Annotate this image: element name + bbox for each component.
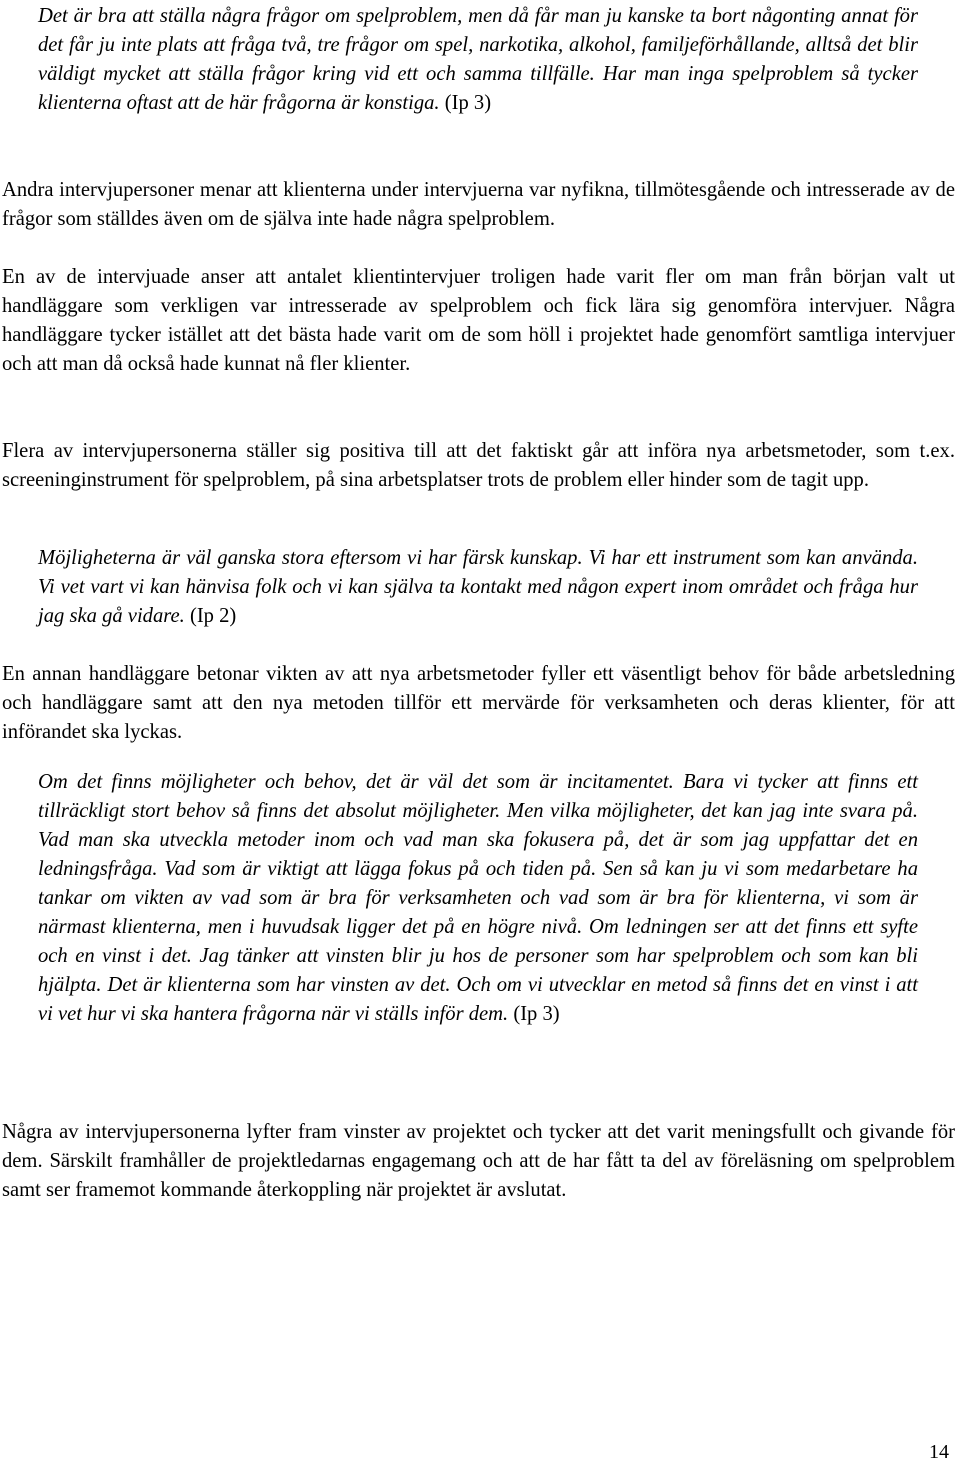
interviewee-reference: (Ip 3) <box>444 92 492 114</box>
body-paragraph: Andra intervjupersoner menar att klienterna under intervjuerna var nyfikna, tillmötesgående och intresserade av de frågor som ställdes även om de själva inte hade några spelproblem. <box>2 179 955 230</box>
quote-text: Om det finns möjligheter och behov, det är väl det som är incitamentet. Bara vi tycker att finns ett tillräckligt stort behov så finns det absolut möjligheter. Men vilka möjligheter, det kan jag inte svara på. Vad man ska utveckla metoder inom och vad man ska fokusera på, det är som jag uppfattar det en ledningsfråga. Vad som är viktigt att lägga fokus på och tiden på. Sen så kan ju vi som medarbetare ha tankar om vikten av vad som är bra för verksamheten och vad som är bra för klienterna, vi som är närmast klienterna, men i huvudsak ligger det på en högre nivå. Om ledningen ser att det finns ett syfte och en vinst i det. Jag tänker att vinsten blir ju hos de personer som har spelproblem och som kan bli hjälpta. Det är klienterna som har vinsten av det. Och om vi utvecklar en metod så finns det en vinst i att vi vet hur vi ska hantera frågorna när vi ställs inför dem. <box>38 771 918 1025</box>
quote-text: Möjligheterna är väl ganska stora eftersom vi har färsk kunskap. Vi har ett instrument som kan använda. Vi vet vart vi kan hänvisa folk och vi kan själva ta kontakt med någon expert inom området och fråga hur jag ska gå vidare. <box>38 547 918 627</box>
interview-quote-2 <box>38 544 918 631</box>
page-number: 14 <box>929 1441 949 1463</box>
quote-text: Det är bra att ställa några frågor om spelproblem, men då får man ju kanske ta bort någonting annat för det får ju inte plats att fråga två, tre frågor om spel, narkotika, alkohol, familjeförhållande, alltså det blir väldigt mycket att ställa frågor kring vid ett och samma tillfälle. Har man inga spelproblem så tycker klienterna oftast att de här frågorna är konstiga. <box>38 5 918 114</box>
body-paragraph: Några av intervjupersonerna lyfter fram vinster av projektet och tycker att det varit meningsfullt och givande för dem. Särskilt framhåller de projektledarnas engagemang och att de har fått ta del av föreläsning om spelproblem samt ser framemot kommande återkoppling när projektet är avslutat. <box>2 1121 955 1201</box>
body-paragraph: En av de intervjuade anser att antalet klientintervjuer troligen hade varit fler om man från början valt ut handläggare som verkligen var intresserade av spelproblem och fick lära sig genomföra intervjuer. Några handläggare tycker istället att det bästa hade varit om de som höll i projektet hade genomfört samtliga intervjuer och att man då också hade kunnat nå fler klienter. <box>2 266 955 375</box>
body-paragraph: Flera av intervjupersonerna ställer sig positiva till att det faktiskt går att införa nya arbetsmetoder, som t.ex. screeninginstrument för spelproblem, på sina arbetsplatser trots de problem eller hinder som de tagit upp. <box>2 440 955 491</box>
body-paragraph: En annan handläggare betonar vikten av att nya arbetsmetoder fyller ett väsentligt behov för både arbetsledning och handläggare samt att den nya metoden tillför ett mervärde för verksamheten och deras klienter, för att införandet ska lyckas. <box>2 663 955 743</box>
interview-quote-3 <box>38 768 918 1029</box>
interviewee-reference: (Ip 2) <box>189 605 237 627</box>
interview-quote-1 <box>38 2 918 118</box>
interviewee-reference: (Ip 3) <box>513 1003 560 1025</box>
